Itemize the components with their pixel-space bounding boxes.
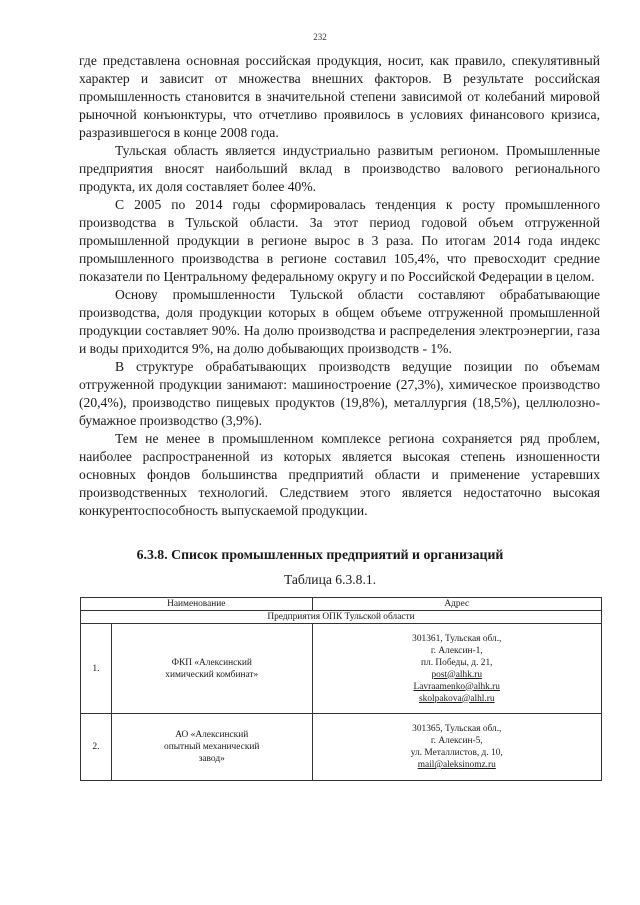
table-row <box>81 624 602 714</box>
address-line: пл. Победы, д. 21, <box>421 657 493 668</box>
enterprise-name <box>111 714 312 781</box>
email-link[interactable]: post@alhk.ru <box>431 669 483 680</box>
paragraph: Основу промышленности Тульской области составляют обрабатывающие производства, доля продукции которых в общем объеме отгруженной промышленной продукции составляет 90%. На долю производства и распределения электроэнергии, газа и воды приходится 9%, на долю добывающих производств - 1%. <box>79 287 600 356</box>
row-number: 1. <box>81 624 112 714</box>
table-caption: Таблица 6.3.8.1. <box>283 572 377 587</box>
address-line: ул. Металлистов, д. 10, <box>410 748 503 758</box>
email-link[interactable]: Lavraamenko@alhk.ru <box>413 681 500 692</box>
table-header-row <box>81 598 602 611</box>
group-title: Предприятия ОПК Тульской области <box>81 611 602 624</box>
table-row <box>81 714 602 781</box>
enterprise-address <box>312 624 601 714</box>
enterprises-table <box>80 597 602 781</box>
address-line: 301361, Тульская обл., <box>412 633 502 644</box>
name-line: опытный механический <box>164 742 260 752</box>
name-line: завод» <box>198 754 225 764</box>
paragraph: Тем не менее в промышленном комплексе региона сохраняется ряд проблем, наиболее распространенной из которых является высокая степень изношенности основных фондов большинства предприятий области и применение устаревших производственных технологий. Следствием этого является недостаточно высокая конкурентоспособность выпускаемой продукции. <box>79 431 600 518</box>
email-link[interactable]: skolpakova@alhl.ru <box>419 693 495 704</box>
paragraph: В структуре обрабатывающих производств ведущие позиции по объемам отгруженной продукции занимают: машиностроение (27,3%), химическое производство (20,4%), производство пищевых продуктов (19,8%), металлургия (18,5%), целлюлозно-бумажное производство (3,9%). <box>79 359 600 428</box>
table-group-row <box>81 611 602 624</box>
header-name: Наименование <box>81 598 313 611</box>
email-link[interactable]: mail@aleksinomz.ru <box>417 760 496 770</box>
enterprise-address <box>312 714 601 781</box>
address-line: г. Алексин-1, <box>430 645 483 656</box>
page-number: 232 <box>313 32 327 42</box>
paragraph: С 2005 по 2014 годы сформировалась тенденция к росту промышленного производства в Тульской области. За этот период годовой объем отгруженной промышленной продукции в регионе вырос в 3 раза. По итогам 2014 года индекс промышленного производства в регионе составил 105,4%, что превосходит средние показатели по Центральному федеральному округу и по Российской Федерации в целом. <box>79 197 600 284</box>
name-line: химический комбинат» <box>165 669 259 680</box>
header-address: Адрес <box>312 598 601 611</box>
name-line: АО «Алексинский <box>175 730 249 740</box>
paragraph: Тульская область является индустриально развитым регионом. Промышленные предприятия вносят наибольший вклад в производство валового регионального продукта, их доля составляет более 40%. <box>79 143 600 194</box>
enterprise-name <box>111 624 312 714</box>
address-line: г. Алексин-5, <box>430 736 483 746</box>
paragraph: где представлена основная российская продукция, носит, как правило, спекулятивный характер и зависит от множества внешних факторов. В результате российская промышленность становится в значительной степени зависимой от колебаний мировой рыночной конъюнктуры, что отчетливо проявилось в условиях финансового кризиса, разразившегося в конце 2008 года. <box>79 53 600 140</box>
name-line: ФКП «Алексинский <box>171 657 252 668</box>
address-line: 301365, Тульская обл., <box>412 724 502 734</box>
body-text <box>79 52 600 520</box>
row-number: 2. <box>81 714 112 781</box>
section-title: 6.3.8. Список промышленных предприятий и организаций <box>136 547 504 562</box>
